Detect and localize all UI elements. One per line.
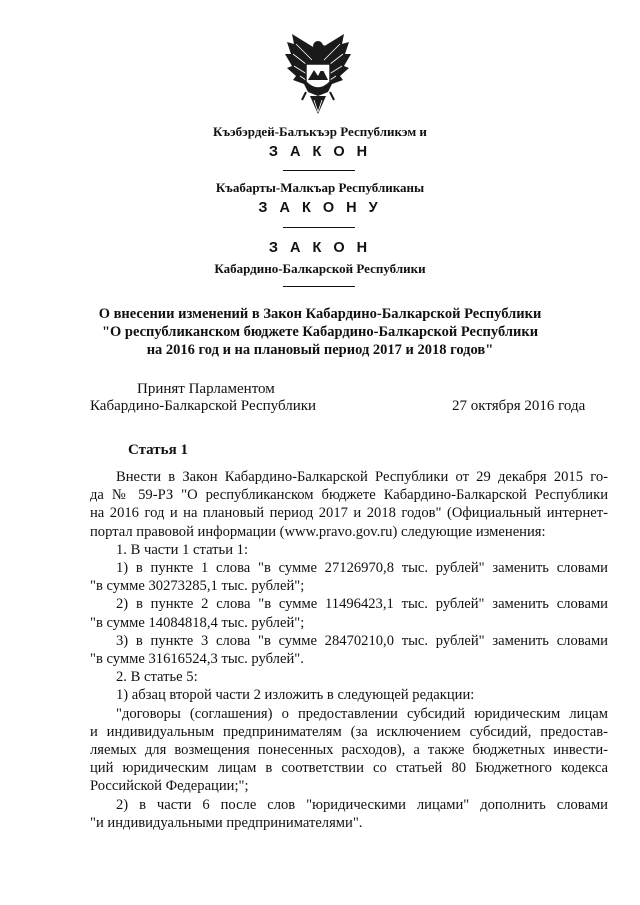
coat-of-arms-emblem — [284, 30, 352, 118]
body-line: "и индивидуальными предпринимателями". — [90, 814, 363, 831]
body-line: 1) в пункте 1 слова "в сумме 27126970,8 тыс. рублей" заменить словами — [116, 560, 608, 577]
body-line: 2. В статье 5: — [116, 669, 198, 686]
divider-1 — [283, 170, 355, 171]
law-title-line-1: О внесении изменений в Закон Кабардино-Балкарской Республики — [98, 306, 542, 322]
adoption-date: 27 октября 2016 года — [452, 398, 586, 414]
body-line: Внести в Закон Кабардино-Балкарской Республики от 29 декабря 2015 го- — [116, 469, 608, 485]
law-heading-russian: З А К О Н — [268, 240, 372, 256]
balkar-republic-name: Къабарты-Малкъар Республиканы — [215, 180, 425, 195]
body-line: 3) в пункте 3 слова "в сумме 28470210,0 тыс. рублей" заменить словами — [116, 632, 608, 649]
law-heading-kabardian: З А К О Н — [268, 144, 372, 160]
divider-2 — [283, 227, 355, 228]
body-line: ляемых для возмещения понесенных расходов), а также бюджетных инвести- — [90, 742, 608, 759]
body-line: 2) в пункте 2 слова "в сумме 11496423,1 тыс. рублей" заменить словами — [116, 596, 608, 613]
body-line: портал правовой информации (www.pravo.gov.ru) следующие изменения: — [90, 523, 546, 540]
body-line: да № 59-РЗ "О республиканском бюджете Кабардино-Балкарской Республики — [90, 487, 608, 504]
russian-republic-name: Кабардино-Балкарской Республики — [214, 261, 426, 276]
kabardian-republic-name: Къэбэрдей-Балъкъэр Республикэм и — [213, 124, 427, 139]
body-line: на 2016 год и на плановый период 2017 и 2018 годов" (Официальный интернет- — [90, 505, 608, 522]
law-title-line-2: "О республиканском бюджете Кабардино-Балкарской Республики — [101, 324, 539, 340]
body-line: "в сумме 30273285,1 тыс. рублей"; — [90, 578, 305, 595]
body-line: 2) в части 6 после слов "юридическими лицами" дополнить словами — [116, 796, 608, 813]
law-heading-balkar: З А К О Н У — [258, 200, 382, 216]
article-heading: Статья 1 — [128, 442, 188, 458]
body-line: ций юридическим лицам в соответствии со статьей 80 Бюджетного кодекса — [90, 760, 608, 777]
law-title-line-3: на 2016 год и на плановый период 2017 и 2018 годов" — [146, 342, 494, 358]
adopted-by-republic: Кабардино-Балкарской Республики — [90, 398, 317, 414]
body-line: "в сумме 31616524,3 тыс. рублей". — [90, 651, 304, 668]
body-line: 1) абзац второй части 2 изложить в следующей редакции: — [116, 687, 475, 704]
body-line: 1. В части 1 статьи 1: — [116, 541, 249, 558]
body-line: Российской Федерации;"; — [90, 778, 249, 795]
body-line: и индивидуальным предпринимателям (за исключением субсидий, предостав- — [90, 723, 608, 740]
adopted-by-parliament: Принят Парламентом — [137, 381, 275, 397]
divider-3 — [283, 286, 355, 287]
article-body — [90, 468, 608, 832]
body-line: "договоры (соглашения) о предоставлении субсидий юридическим лицам — [116, 705, 608, 722]
body-line: "в сумме 14084818,4 тыс. рублей"; — [90, 614, 305, 631]
